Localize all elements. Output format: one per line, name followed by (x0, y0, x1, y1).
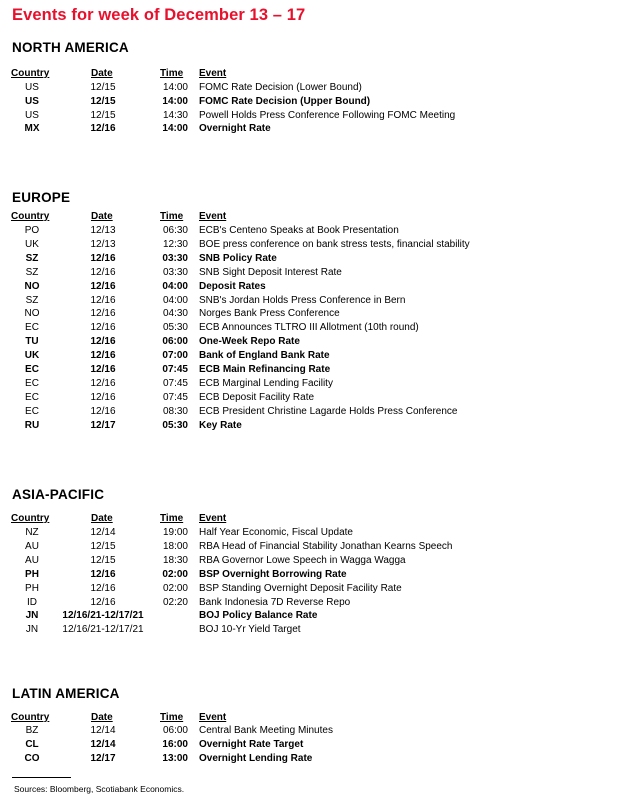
cell-country: US (25, 109, 39, 121)
cell-date: 12/15 (90, 95, 116, 107)
cell-date: 12/14 (90, 527, 116, 538)
table-row (0, 526, 635, 540)
header-time: Time (160, 513, 184, 524)
cell-time: 06:00 (162, 336, 188, 348)
cell-time: 06:00 (162, 725, 188, 736)
cell-date: 12/16 (90, 364, 116, 375)
table-row (0, 377, 635, 391)
cell-country: US (25, 95, 39, 107)
table-row (0, 307, 635, 321)
cell-event: BSP Standing Overnight Deposit Facility Rate (199, 582, 402, 594)
table-row (0, 109, 635, 123)
cell-country: SZ (25, 266, 39, 278)
cell-time: 03:30 (162, 266, 188, 278)
cell-event: Overnight Rate Target (199, 738, 304, 750)
header-time: Time (160, 712, 184, 723)
cell-country: NO (24, 308, 40, 320)
cell-date: 12/16 (90, 266, 116, 278)
cell-time: 14:00 (162, 82, 188, 93)
cell-date: 12/16 (90, 568, 116, 580)
table-row (0, 349, 635, 363)
cell-country: CO (24, 752, 40, 764)
cell-country: BZ (25, 725, 39, 736)
cell-country: EC (25, 391, 39, 403)
cell-country: RU (24, 419, 40, 431)
cell-country: AU (25, 540, 39, 552)
cell-date: 12/16/21-12/17/21 (62, 610, 144, 622)
cell-date: 12/16 (90, 308, 116, 320)
table-row (0, 568, 635, 582)
cell-country: PO (24, 225, 40, 236)
cell-event: Norges Bank Press Conference (199, 308, 340, 320)
cell-event: SNB's Jordan Holds Press Conference in Bern (199, 294, 406, 306)
cell-date: 12/15 (90, 540, 116, 552)
header-country: Country (11, 712, 50, 723)
cell-country: EC (25, 377, 39, 389)
table-header (0, 711, 635, 725)
cell-event: Central Bank Meeting Minutes (199, 725, 333, 736)
table-row (0, 224, 635, 238)
cell-time: 04:30 (162, 308, 188, 320)
section-title: ASIA-PACIFIC (12, 487, 105, 502)
cell-event: BOJ Policy Balance Rate (199, 610, 318, 622)
cell-event: Half Year Economic, Fiscal Update (199, 527, 353, 538)
cell-date: 12/16 (90, 391, 116, 403)
table-header (0, 210, 635, 224)
cell-time: 19:00 (162, 527, 188, 538)
cell-date: 12/16/21-12/17/21 (62, 624, 144, 636)
cell-country: ID (27, 596, 37, 608)
cell-country: EC (25, 405, 39, 417)
header-time: Time (160, 211, 184, 222)
cell-time: 04:00 (162, 294, 188, 306)
cell-time: 02:20 (162, 596, 188, 608)
header-country: Country (11, 211, 50, 222)
cell-country: JN (25, 624, 39, 636)
table-row (0, 405, 635, 419)
cell-event: Overnight Rate (199, 123, 271, 135)
section-title: NORTH AMERICA (12, 40, 129, 55)
cell-time: 12:30 (162, 238, 188, 250)
cell-event: BSP Overnight Borrowing Rate (199, 568, 347, 580)
cell-date: 12/16 (90, 377, 116, 389)
cell-country: SZ (25, 294, 39, 306)
cell-event: Deposit Rates (199, 280, 266, 292)
cell-event: SNB Sight Deposit Interest Rate (199, 266, 342, 278)
cell-time: 18:00 (162, 540, 188, 552)
header-date: Date (91, 712, 113, 723)
cell-country: SZ (25, 252, 39, 264)
table-row (0, 582, 635, 596)
table-header (0, 512, 635, 526)
cell-time: 04:00 (162, 280, 188, 292)
cell-event: ECB Marginal Lending Facility (199, 377, 333, 389)
table-row (0, 294, 635, 308)
cell-country: UK (25, 238, 39, 250)
table-row (0, 81, 635, 95)
cell-country: JN (25, 610, 39, 622)
table-row (0, 554, 635, 568)
cell-event: One-Week Repo Rate (199, 336, 300, 348)
cell-country: EC (25, 364, 39, 375)
cell-event: ECB President Christine Lagarde Holds Press Conference (199, 405, 458, 417)
table-row (0, 252, 635, 266)
header-event: Event (199, 513, 227, 524)
table-row (0, 335, 635, 349)
header-date: Date (91, 211, 113, 222)
cell-time: 14:00 (162, 123, 188, 135)
cell-country: PH (25, 568, 39, 580)
cell-time: 14:30 (162, 109, 188, 121)
cell-time: 05:30 (162, 322, 188, 334)
cell-date: 12/14 (90, 725, 116, 736)
section-title: LATIN AMERICA (12, 686, 120, 701)
table-row (0, 419, 635, 433)
sources-footnote: Sources: Bloomberg, Scotiabank Economics. (14, 784, 185, 794)
table-row (0, 266, 635, 280)
table-row (0, 540, 635, 554)
header-country: Country (11, 513, 50, 524)
table-row (0, 238, 635, 252)
table-header (0, 67, 635, 81)
table-row (0, 363, 635, 377)
header-time: Time (160, 68, 184, 79)
cell-country: NO (24, 280, 40, 292)
table-row (0, 738, 635, 752)
cell-event: BOE press conference on bank stress tests, financial stability (199, 238, 470, 250)
cell-date: 12/16 (90, 596, 116, 608)
cell-date: 12/16 (90, 280, 116, 292)
cell-time: 07:00 (162, 350, 188, 362)
cell-time: 18:30 (162, 554, 188, 566)
page-title: Events for week of December 13 – 17 (12, 6, 306, 24)
cell-country: US (25, 82, 39, 93)
table-row (0, 752, 635, 766)
cell-date: 12/15 (90, 82, 116, 93)
cell-time: 07:45 (162, 377, 188, 389)
cell-time: 05:30 (162, 419, 188, 431)
cell-country: UK (24, 350, 40, 362)
cell-date: 12/16 (90, 405, 116, 417)
cell-country: TU (25, 336, 39, 348)
cell-country: CL (25, 738, 39, 750)
table-row (0, 95, 635, 109)
cell-date: 12/16 (90, 252, 116, 264)
cell-date: 12/16 (90, 336, 116, 348)
cell-time: 07:45 (162, 364, 188, 375)
header-country: Country (11, 68, 50, 79)
cell-time: 07:45 (162, 391, 188, 403)
cell-time: 03:30 (162, 252, 188, 264)
cell-time: 14:00 (162, 95, 188, 107)
cell-event: RBA Governor Lowe Speech in Wagga Wagga (199, 554, 406, 566)
cell-event: Key Rate (199, 419, 242, 431)
header-event: Event (199, 211, 227, 222)
table-row (0, 609, 635, 623)
cell-time: 02:00 (162, 568, 188, 580)
table-row (0, 724, 635, 738)
cell-date: 12/15 (90, 554, 116, 566)
footer-divider (12, 777, 71, 778)
cell-event: RBA Head of Financial Stability Jonathan Kearns Speech (199, 540, 453, 552)
cell-country: EC (25, 322, 39, 334)
header-event: Event (199, 712, 227, 723)
cell-date: 12/17 (90, 752, 116, 764)
cell-event: FOMC Rate Decision (Upper Bound) (199, 95, 371, 107)
cell-event: Powell Holds Press Conference Following FOMC Meeting (199, 109, 456, 121)
cell-country: AU (25, 554, 39, 566)
header-event: Event (199, 68, 227, 79)
cell-date: 12/13 (90, 225, 116, 236)
cell-time: 13:00 (162, 752, 188, 764)
cell-date: 12/17 (90, 419, 116, 431)
cell-event: ECB Deposit Facility Rate (199, 391, 315, 403)
cell-event: FOMC Rate Decision (Lower Bound) (199, 82, 362, 93)
cell-event: ECB's Centeno Speaks at Book Presentation (199, 225, 399, 236)
cell-event: Bank of England Bank Rate (199, 350, 330, 362)
cell-date: 12/16 (90, 322, 116, 334)
table-row (0, 596, 635, 610)
cell-event: SNB Policy Rate (199, 252, 277, 264)
cell-date: 12/16 (90, 350, 116, 362)
cell-country: NZ (25, 527, 39, 538)
cell-date: 12/16 (90, 294, 116, 306)
table-row (0, 321, 635, 335)
cell-date: 12/14 (90, 738, 116, 750)
cell-date: 12/16 (90, 123, 116, 135)
table-row (0, 280, 635, 294)
cell-time: 02:00 (162, 582, 188, 594)
cell-time: 06:30 (162, 225, 188, 236)
cell-date: 12/16 (90, 582, 116, 594)
header-date: Date (91, 513, 113, 524)
cell-country: PH (25, 582, 39, 594)
cell-time: 08:30 (162, 405, 188, 417)
table-row (0, 623, 635, 637)
section-title: EUROPE (12, 190, 71, 205)
cell-country: MX (24, 123, 40, 135)
cell-date: 12/15 (90, 109, 116, 121)
table-row (0, 391, 635, 405)
cell-time: 16:00 (162, 738, 188, 750)
header-date: Date (91, 68, 113, 79)
cell-event: Overnight Lending Rate (199, 752, 313, 764)
cell-event: ECB Main Refinancing Rate (199, 364, 331, 375)
table-row (0, 122, 635, 136)
cell-event: ECB Announces TLTRO III Allotment (10th round) (199, 322, 419, 334)
cell-date: 12/13 (90, 238, 116, 250)
cell-event: BOJ 10-Yr Yield Target (199, 624, 301, 636)
cell-event: Bank Indonesia 7D Reverse Repo (199, 596, 351, 608)
